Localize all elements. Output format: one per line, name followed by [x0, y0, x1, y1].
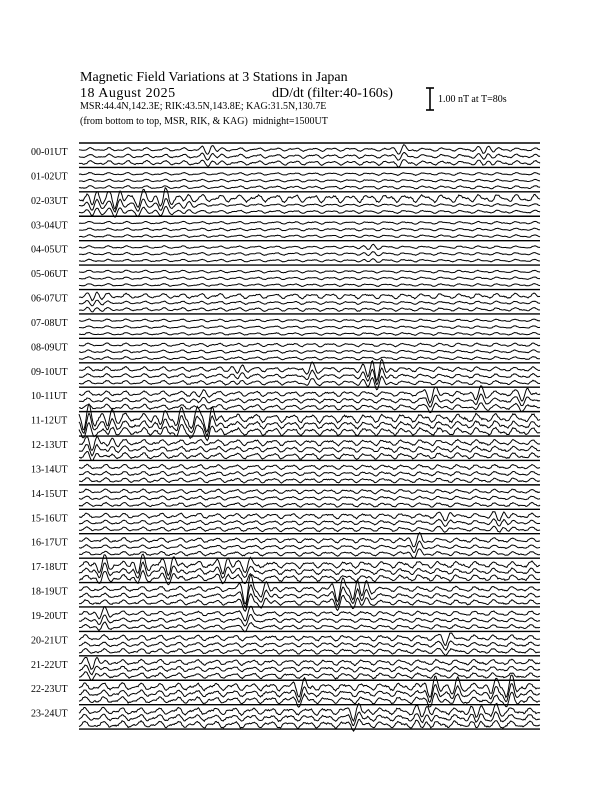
hour-label: 07-08UT — [31, 317, 68, 329]
hour-label: 19-20UT — [31, 610, 68, 622]
hour-label: 05-06UT — [31, 269, 68, 281]
hour-label: 14-15UT — [31, 488, 68, 500]
trace-kag — [79, 292, 540, 301]
hour-label: 16-17UT — [31, 537, 68, 549]
trace-row — [31, 359, 540, 390]
trace-rik — [79, 300, 540, 306]
hour-label: 02-03UT — [31, 195, 68, 207]
hour-label: 22-23UT — [31, 684, 68, 696]
trace-rik — [79, 665, 540, 675]
trace-rik — [79, 326, 540, 329]
trace-msr — [79, 284, 540, 287]
hour-label: 20-21UT — [31, 635, 68, 647]
hour-label: 17-18UT — [31, 562, 68, 574]
trace-row — [31, 554, 540, 585]
trace-row — [31, 167, 540, 189]
trace-rik — [79, 445, 540, 456]
hour-label: 23-24UT — [31, 708, 68, 720]
trace-row — [31, 338, 540, 360]
trace-row — [31, 533, 540, 559]
trace-msr — [79, 672, 540, 680]
hour-label: 13-14UT — [31, 464, 68, 476]
trace-row — [31, 436, 540, 461]
hour-label: 06-07UT — [31, 293, 68, 305]
trace-msr — [79, 235, 540, 238]
trace-rik — [79, 615, 540, 626]
hour-label: 10-11UT — [31, 391, 68, 403]
hour-label: 11-12UT — [31, 415, 68, 427]
trace-rik — [79, 153, 540, 161]
trace-kag — [79, 145, 540, 155]
trace-msr — [79, 502, 540, 507]
trace-kag — [79, 244, 540, 249]
trace-msr — [79, 526, 540, 532]
trace-msr — [79, 186, 540, 189]
trace-rik — [79, 641, 540, 650]
trace-row — [31, 606, 540, 631]
trace-kag — [79, 343, 540, 347]
trace-rik — [79, 541, 540, 552]
hour-label: 04-05UT — [31, 244, 68, 256]
trace-msr — [79, 648, 540, 655]
trace-rik — [79, 350, 540, 353]
trace-row — [31, 703, 540, 731]
trace-msr — [79, 332, 540, 335]
scale-label: 1.00 nT at T=80s — [438, 94, 507, 105]
hour-label: 08-09UT — [31, 342, 68, 354]
trace-kag — [79, 533, 540, 547]
trace-rik — [79, 496, 540, 500]
trace-msr — [79, 160, 540, 167]
hour-label: 15-16UT — [31, 513, 68, 525]
scale-bar — [426, 88, 434, 110]
chart-title: Magnetic Field Variations at 3 Stations in Japan — [80, 70, 348, 85]
trace-row — [31, 460, 540, 483]
date-label: 18 August 2025 — [80, 86, 176, 101]
trace-rik — [79, 519, 540, 527]
trace-row — [31, 675, 540, 707]
filter-label: dD/dt (filter:40-160s) — [272, 86, 393, 101]
trace-rik — [79, 179, 540, 182]
trace-row — [31, 575, 540, 611]
trace-row — [31, 216, 540, 237]
trace-rik — [79, 394, 540, 407]
hour-label: 01-02UT — [31, 171, 68, 183]
hour-label: 12-13UT — [31, 440, 68, 452]
trace-row — [31, 290, 540, 312]
trace-kag — [79, 270, 540, 273]
hour-label: 00-01UT — [31, 147, 68, 158]
station-coordinates: MSR:44.4N,142.3E; RIK:43.5N,143.8E; KAG:31.5N,130.7E — [80, 101, 327, 112]
hour-label: 21-22UT — [31, 659, 68, 671]
trace-msr — [79, 549, 540, 558]
trace-msr — [79, 622, 540, 632]
trace-msr — [79, 357, 540, 360]
midnight-note: midnight=1500UT — [252, 116, 328, 127]
trace-row — [31, 188, 540, 217]
trace-row — [31, 509, 540, 532]
trace-msr — [79, 478, 540, 483]
trace-row — [31, 631, 540, 655]
trace-rik — [79, 252, 540, 256]
trace-rik — [79, 228, 540, 231]
trace-msr — [79, 451, 540, 460]
trace-rik — [79, 277, 540, 280]
trace-kag — [79, 319, 540, 322]
trace-kag — [79, 221, 540, 224]
trace-msr — [79, 307, 540, 312]
trace-row — [31, 656, 540, 680]
hour-label: 18-19UT — [31, 586, 68, 598]
trace-row — [31, 265, 540, 286]
trace-kag — [79, 173, 540, 176]
trace-row — [31, 386, 540, 413]
hour-label: 09-10UT — [31, 366, 68, 378]
trace-row — [31, 241, 540, 263]
trace-row — [31, 404, 540, 441]
order-note: (from bottom to top, MSR, RIK, & KAG) — [80, 116, 248, 127]
trace-row — [31, 485, 540, 507]
trace-kag — [79, 464, 540, 470]
trace-row — [31, 314, 540, 335]
hour-label: 03-04UT — [31, 220, 68, 232]
trace-kag — [79, 703, 540, 721]
trace-rik — [79, 471, 540, 476]
trace-kag — [79, 512, 540, 521]
trace-kag — [79, 489, 540, 494]
trace-row — [31, 143, 540, 167]
trace-msr — [79, 259, 540, 262]
